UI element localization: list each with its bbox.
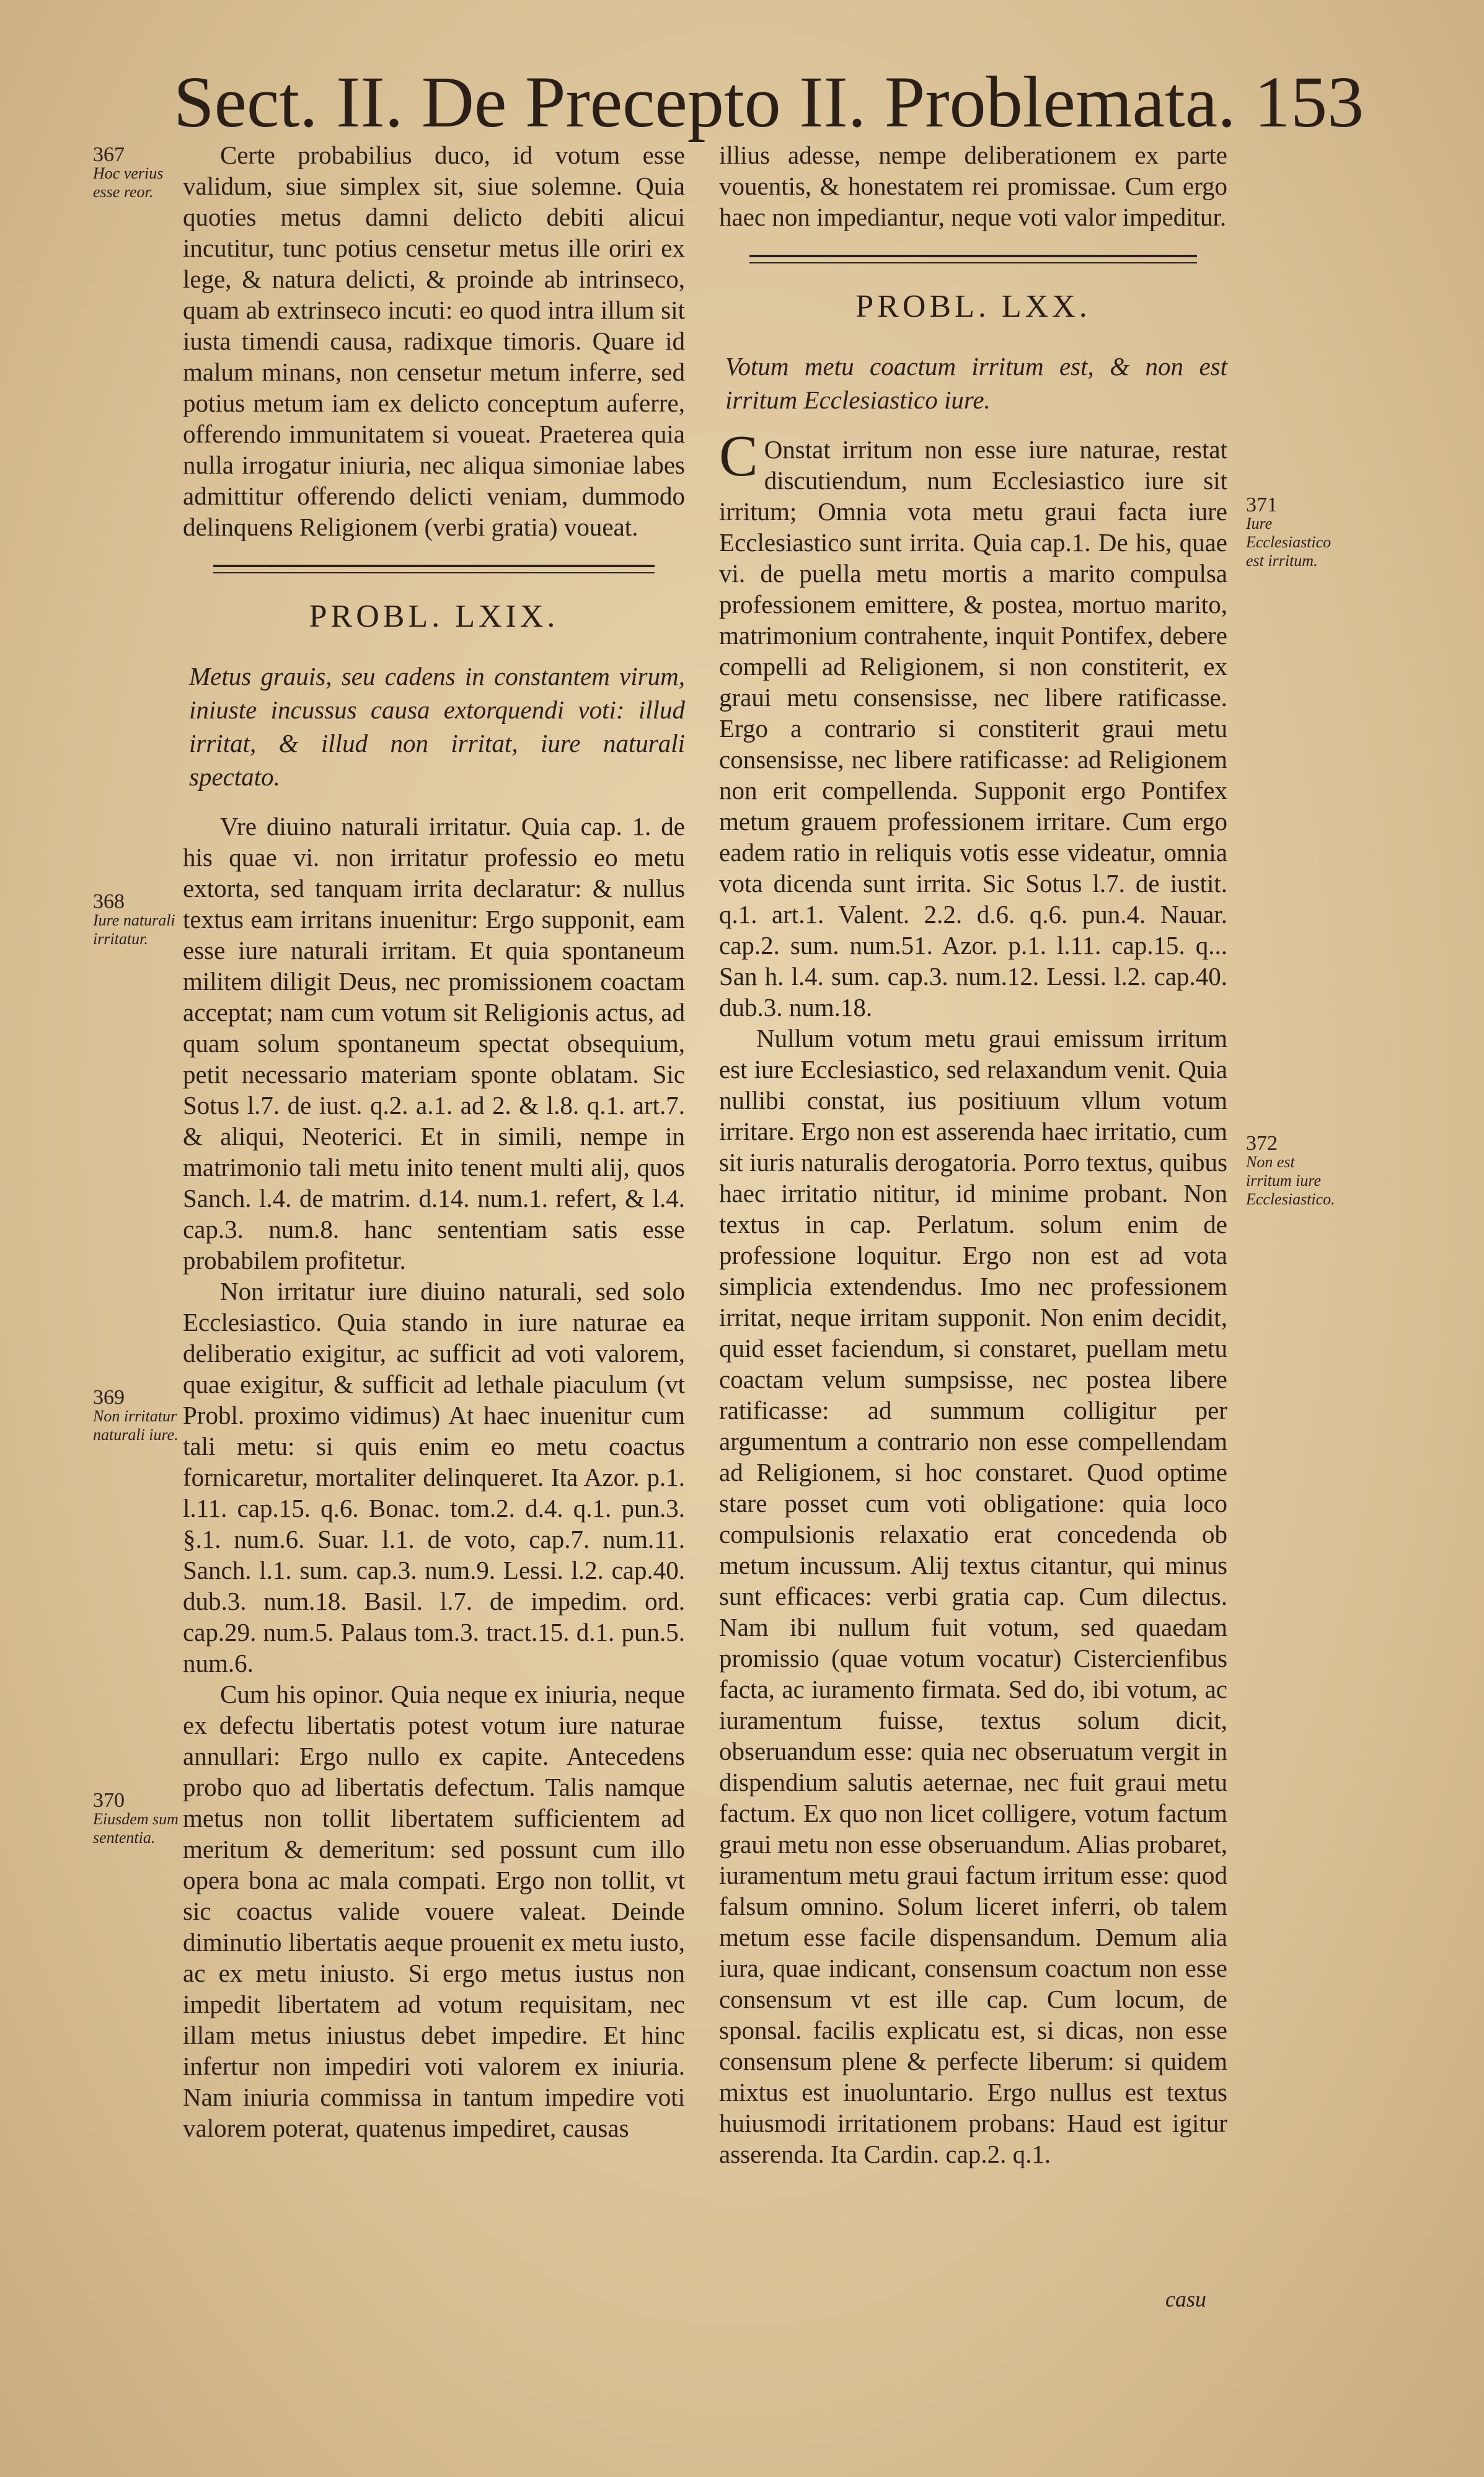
right-column <box>719 139 1227 2170</box>
problem-summary-70: Votum metu coactum irritum est, & non est irritum Ecclesiastico iure. <box>725 352 1227 414</box>
margin-note-371 <box>1246 493 1333 570</box>
margin-number: 368 <box>93 890 125 913</box>
section-divider <box>749 255 1197 263</box>
margin-text: Eiusdem sum sententia. <box>93 1810 179 1847</box>
paragraph-continuation: illius adesse, nempe deliberationem ex parte vouentis, & honestatem rei promissae. Cum ergo haec non impediantur, neque voti valor impeditur. <box>719 141 1227 231</box>
margin-number: 367 <box>93 143 125 166</box>
problem-summary-69: Metus grauis, seu cadens in constantem virum, iniuste incussus causa extorquendi voti: illud irritat, & illud non irritat, iure naturali spectato. <box>189 662 685 791</box>
paragraph-370: Cum his opinor. Quia neque ex iniuria, neque ex defectu libertatis potest votum iure naturae annullari: Ergo nullo ex capite. Antecedens probo quo ad libertatis defectum. Talis namque metus non tollit libertatem sufficientem ad meritum & demeritum: sed possunt cum illo opera bona ac mala compati. Ergo non tollit, vt sic coactus valide vouere valeat. Deinde diminutio libertatis aeque prouenit ex metu iusto, ac ex metu iniusto. Si ergo metus iustus non impedit libertatem ad votum requisitam, nec illam metus iniustus debet impedire. Et hinc infertur non impediri voti valorem ex iniuria. Nam iniuria commissa in tantum impedire voti valorem poterat, quatenus impediret, causas <box>183 1680 685 2142</box>
catchword: casu <box>1165 2287 1206 2311</box>
left-column <box>183 139 685 2144</box>
margin-text: Iure Ecclesiastico est irritum. <box>1246 514 1332 570</box>
page-header: Sect. II. De Precepto II. Problemata. 153 <box>174 61 1364 143</box>
paragraph-367: Certe probabilius duco, id votum esse validum, siue simplex sit, siue solemne. Quia quoties metus damni delicto debiti alicui incutitur, tunc potius censetur metus ille oriri ex lege, & natura delicti, & proinde ab intrinseco, quam ab extrinseco incuti: eo quod intra illum sit iusta timendi causa, radixque timoris. Quare id malum minans, non censetur metum inferre, sed potius metum iam ex delicto conceptum auferre, offerendo immunitatem si voueat. Praeterea quia nulla irrogatur iniuria, nec aliqua simoniae labes admittitur offerendo delicti veniam, dummodo delinquens Religionem (verbi gratia) voueat. <box>183 141 685 541</box>
margin-note-372 <box>1246 1134 1333 1209</box>
margin-text: Non irritatur naturali iure. <box>93 1407 179 1444</box>
problem-heading-70: PROBL. LXX. <box>855 289 1091 324</box>
margin-note-367 <box>93 143 180 201</box>
drop-cap: C <box>719 424 758 488</box>
margin-note-369 <box>93 1386 180 1444</box>
margin-number: 369 <box>93 1386 125 1409</box>
margin-number: 371 <box>1246 493 1278 516</box>
margin-text: Hoc verius esse reor. <box>93 164 164 201</box>
problem-heading-69: PROBL. LXIX. <box>309 599 559 634</box>
paragraph-372: Nullum votum metu graui emissum irritum est iure Ecclesiastico, sed relaxandum venit. Quia nullibi constat, ius positiuum vllum votum irritare. Ergo non est asserenda haec irritatio, cum sit iuris naturalis derogatoria. Porro textus, quibus haec irritatio nititur, id minime probant. Non textus in cap. Perlatum. solum enim de professione loquitur. Ergo non est ad vota simplicia extendendus. Imo nec professionem irritat, neque irritam supponit. Non enim decidit, quid esset faciendum, si constaret, puellam metu coactam velum sumpsisse, nec postea libere ratificasse: ad summum colligitur per argumentum a contrario non esse compellendam ad Religionem, si hoc constaret. Quod optime stare posset cum voti obligatione: quia loco compulsionis relaxatio erat concedenda ob metum incussum. Alij textus citantur, qui minus sunt efficaces: verbi gratia cap. Cum dilectus. Nam ibi nullum fuit votum, sed quaedam promissio (quae votum vocatur) Cistercienfibus facta, ac iuramento firmata. Sed do, ibi votum, ac iuramentum fuisse, textus solum dicit, obseruandum esse: quia nec obseruatum vergit in dispendium salutis aeternae, nec fuit graui metu factum. Ex quo non licet colligere, votum factum graui metu non esse obseruandum. Alias probaret, iuramentum metu graui factum irritum esse: quod falsum omnino. Solum liceret inferri, ob talem metum esse facile dispensandum. Demum alia iura, quae indicant, consensum coactum non esse consensum vt est ille cap. Cum locum, de sponsal. facilis explicatu est, si dicas, non esse consensum plene & perfecte liberum: si quidem mixtus est inuoluntario. Ergo nullus est textus huiusmodi irritationem probans: Haud est igitur asserenda. Ita Cardin. cap.2. q.1. <box>719 1024 1227 2168</box>
paragraph-371 <box>719 424 1227 1023</box>
margin-note-370 <box>93 1791 180 1847</box>
paragraph-368: Vre diuino naturali irritatur. Quia cap. 1. de his quae vi. non irritatur professio eo metu extorta, sed tanquam irrita declaratur: & nullus textus eam irritans inuenitur: Ergo supponit, eam esse iure naturali irritam. Et quia spontaneum militem diligit Deus, nec promissionem coactam acceptat; nam cum votum sit Religionis actus, ad quam solum spontaneum spectat obsequium, petit necessario materiam sponte oblatam. Sic Sotus l.7. de iust. q.2. a.1. ad 2. & l.8. q.1. art.7. & aliqui, Neoterici. Et in simili, nempe in matrimonio tali metu inito tenent multi alij, quos Sanch. l.4. de matrim. d.14. num.1. refert, & l.4. cap.3. num.8. hanc sententiam satis esse probabilem profitetur. <box>183 812 685 1274</box>
margin-text: Iure naturali irritatur. <box>93 911 175 948</box>
margin-note-368 <box>93 890 180 948</box>
paragraph-369: Non irritatur iure diuino naturali, sed solo Ecclesiastico. Quia stando in iure naturae ea deliberatio exigitur, ac sufficit ad voti valorem, quae exigitur, & sufficit ad lethale piaculum (vt Probl. proximo vidimus) At haec inuenitur cum tali metu: si quis enim eo metu coactus fornicaretur, mortaliter delinqueret. Ita Azor. p.1. l.11. cap.15. q.6. Bonac. tom.2. d.4. q.1. pun.3. §.1. num.6. Suar. l.1. de voto, cap.7. num.11. Sanch. l.1. sum. cap.3. num.9. Lessi. l.2. cap.40. dub.3. num.18. Basil. l.7. de impedim. ord. cap.29. num.5. Palaus tom.3. tract.15. d.1. pun.5. num.6. <box>183 1277 685 1677</box>
section-divider <box>213 565 655 573</box>
paragraph-371-text: Onstat irritum non esse iure naturae, restat discutiendum, num Ecclesiastico iure sit irritum; Omnia vota metu graui facta iure Ecclesiastico sunt irrita. Quia cap.1. De his, quae vi. de puella metu mortis a marito compulsa professionem emittere, & postea, mortuo marito, matrimonium contrahente, inquit Pontifex, debere compelli ad Religionem, si non constiterit, ex graui metu consensisse, nec libere ratificasse. Ergo a contrario si constiterit graui metu consensisse, nec libere ratificasse: ad Religionem non erit compellenda. Supponit ergo Pontifex metum grauem professionem irritare. Cum ergo eadem ratio in reliquis votis esse videatur, omnia vota dicenda sunt irrita. Sic Sotus l.7. de iustit. q.1. art.1. Valent. 2.2. d.6. q.6. pun.4. Nauar. cap.2. sum. num.51. Azor. p.1. l.11. cap.15. q... San h. l.4. sum. cap.3. num.12. Lessi. l.2. cap.40. dub.3. num.18. <box>719 435 1227 1022</box>
margin-text: Non est irritum iure Ecclesiastico. <box>1246 1153 1335 1208</box>
margin-number: 372 <box>1246 1132 1278 1155</box>
margin-number: 370 <box>93 1789 125 1812</box>
